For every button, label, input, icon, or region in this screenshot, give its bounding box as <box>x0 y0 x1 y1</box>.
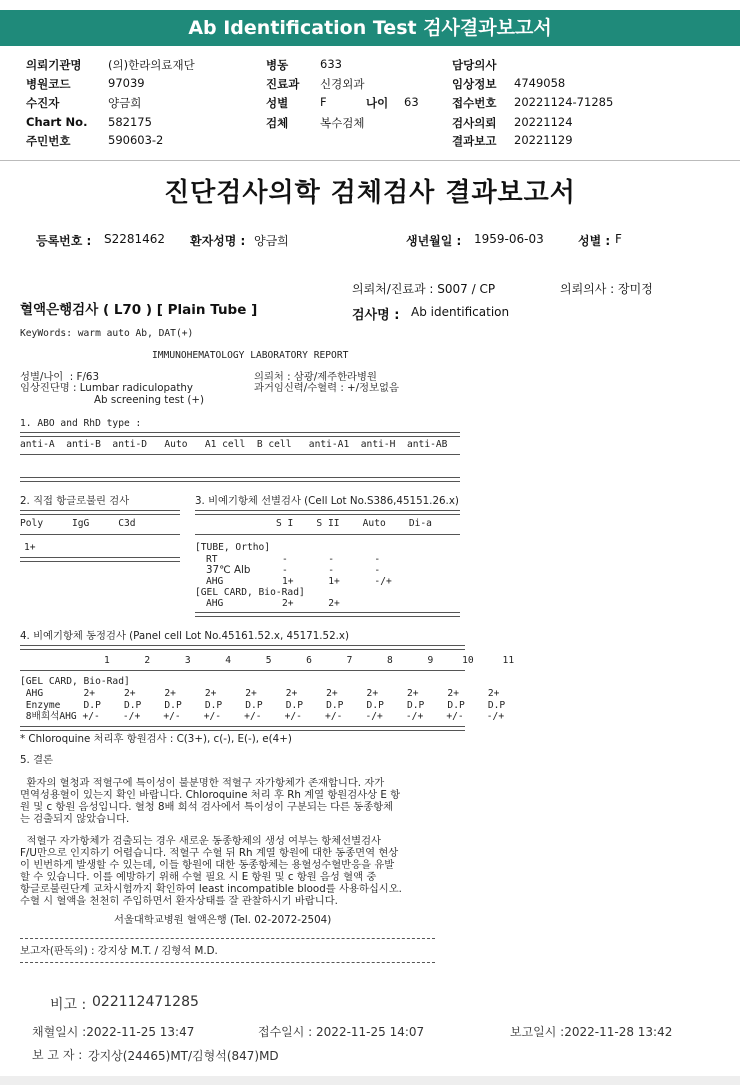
ward-value: 633 <box>320 57 342 71</box>
reg-no-label: 등록번호 : <box>36 234 92 248</box>
footer-reporter-label: 보 고 자 : <box>32 1048 83 1062</box>
sec2-rule-bottom <box>20 557 180 562</box>
resident-no-label: 주민번호 <box>26 134 71 148</box>
hospital-code-label: 병원코드 <box>26 77 71 91</box>
lab-title: IMMUNOHEMATOLOGY LABORATORY REPORT <box>152 350 349 361</box>
sec3-gel: [GEL CARD, Bio-Rad] <box>195 587 305 598</box>
doctor-label: 담당의사 <box>452 58 497 72</box>
report-date-label: 결과보고 <box>452 134 497 148</box>
report-sex-value: F <box>615 232 622 246</box>
recipient-value: 양금희 <box>108 96 142 110</box>
history: 과거임신력/수혈력 : +/정보없음 <box>254 382 399 394</box>
report-datetime: 보고일시 :2022-11-28 13:42 <box>510 1025 673 1039</box>
department-value: 신경외과 <box>320 77 365 91</box>
sec3-alb: 37℃ Alb <box>206 564 251 576</box>
sec3-rule-top <box>195 510 460 515</box>
institution-value: (의)한라의료재단 <box>108 58 195 72</box>
remark-value: 022112471285 <box>92 994 199 1010</box>
specimen-value: 복수검체 <box>320 116 365 130</box>
chart-no-value: 582175 <box>108 115 152 129</box>
signature-rule-bottom <box>20 962 435 963</box>
keywords: KeyWords: warm auto Ab, DAT(+) <box>20 328 194 339</box>
receipt-no-label: 접수번호 <box>452 96 497 110</box>
sec4-rule-top <box>20 645 465 650</box>
sec2-rule-top <box>20 510 180 515</box>
sec1-title: 1. ABO and RhD type : <box>20 418 142 429</box>
sec1-rule-top <box>20 432 460 437</box>
clinical-info-value: 4749058 <box>514 76 566 90</box>
report-banner-title: Ab Identification Test 검사결과보고서 <box>0 10 740 46</box>
conclusion-para2-line-2: F/U만으로 인지하기 어렵습니다. 적혈구 수혈 뒤 Rh 계열 항원에 대한 동종면역 현상 <box>20 847 399 859</box>
requester: 의뢰처 : 삼광/제주한라병원 <box>254 371 377 383</box>
receive-datetime: 접수일시 : 2022-11-25 14:07 <box>258 1025 425 1039</box>
clinical-info-label: 임상정보 <box>452 77 497 91</box>
dob-value: 1959-06-03 <box>474 232 544 246</box>
section-title: 혈액은행검사 ( L70 ) [ Plain Tube ] <box>20 302 258 318</box>
recipient-label: 수진자 <box>26 96 60 110</box>
chart-no-label: Chart No. <box>26 115 88 129</box>
sec4-enzyme-row: Enzyme D.P D.P D.P D.P D.P D.P D.P D.P D.P D.P D.P <box>20 700 506 711</box>
institution-label: 의뢰기관명 <box>26 58 82 72</box>
sec1-columns: anti-A anti-B anti-D Auto A1 cell B cell anti-A1 anti-H anti-AB <box>20 439 448 450</box>
sec3-rule-bottom <box>195 612 460 617</box>
test-name-label: 검사명 : <box>352 308 400 323</box>
sec1-rule-mid <box>20 454 460 455</box>
lab-reporter: 보고자(판독의) : 강지상 M.T. / 김형석 M.D. <box>20 945 218 957</box>
request-date-label: 검사의뢰 <box>452 116 497 130</box>
sec4-gel: [GEL CARD, Bio-Rad] <box>20 676 130 687</box>
conclusion-line-2: 면역성용혈이 있는지 확인 바랍니다. Chloroquine 처리 후 Rh 계열 항원검사상 E 항 <box>20 789 401 801</box>
sec4-rule-mid <box>20 670 465 671</box>
conclusion-para2-line-4: 할 수 있습니다. 이를 예방하기 위해 수혈 필요 시 E 항원 및 c 항원 음성 혈액 중 <box>20 871 377 883</box>
specimen-label: 검체 <box>266 116 289 130</box>
sec4-columns: 1 2 3 4 5 6 7 8 9 10 11 <box>104 655 515 666</box>
sec4-title: 4. 비예기항체 동정검사 (Panel cell Lot No.45161.52.x, 45171.52.x) <box>20 630 350 642</box>
sec3-title: 3. 비예기항체 선별검사 (Cell Lot No.S386,45151.26.x) <box>195 495 459 507</box>
signature-rule-top <box>20 938 435 939</box>
report-main-title: 진단검사의학 검체검사 결과보고서 <box>164 178 576 208</box>
conclusion-line-1: 환자의 혈청과 적혈구에 특이성이 불분명한 적혈구 자가항체가 존재합니다. 자가 <box>20 777 385 789</box>
conclusion-para2-line-3: 이 빈번하게 발생할 수 있는데, 이들 항원에 대한 동종항체는 용혈성수혈반응을 유발 <box>20 859 395 871</box>
patient-name-value: 양금희 <box>254 234 289 248</box>
sec3-gel-ahg: AHG <box>206 598 224 609</box>
request-doctor: 의뢰의사 : 장미정 <box>560 282 653 296</box>
sec3-alb-values: - - - <box>282 565 381 576</box>
age-label: 나이 <box>366 96 389 110</box>
report-sex-label: 성별 : <box>578 234 611 248</box>
sex-age: 성별/나이 : F/63 <box>20 371 100 383</box>
hospital-code-value: 97039 <box>108 76 145 90</box>
sec3-rule-mid <box>195 534 460 535</box>
age-value: 63 <box>404 95 419 109</box>
sec2-title: 2. 직접 항글로불린 검사 <box>20 495 130 507</box>
bottom-bar <box>0 1076 740 1085</box>
collect-datetime: 채혈일시 :2022-11-25 13:47 <box>32 1025 195 1039</box>
sex-value: F <box>320 95 327 109</box>
receipt-no-value: 20221124-71285 <box>514 95 614 109</box>
conclusion-line-4: 는 검출되지 않았습니다. <box>20 813 130 825</box>
signature-org: 서울대학교병원 혈액은행 (Tel. 02-2072-2504) <box>114 914 332 926</box>
sec4-rule-bottom <box>20 726 465 731</box>
sec2-result: 1+ <box>24 542 36 553</box>
sec3-ahg: AHG <box>206 576 224 587</box>
dob-label: 생년월일 : <box>406 234 462 248</box>
sec4-ahg-row: AHG 2+ 2+ 2+ 2+ 2+ 2+ 2+ 2+ 2+ 2+ 2+ <box>20 688 500 699</box>
sec3-rt-values: - - - <box>282 554 381 565</box>
report-date-value: 20221129 <box>514 133 573 147</box>
sec3-rt: RT <box>206 554 218 565</box>
remark-label: 비고 : <box>50 997 87 1013</box>
conclusion-line-3: 원 및 c 항원 음성입니다. 혈청 8배 희석 검사에서 특이성이 구분되는 다른 동종항체 <box>20 801 394 813</box>
sec1-rule-bottom <box>20 477 460 482</box>
patient-name-label: 환자성명 : <box>190 234 246 248</box>
sec4-dilution-row: 8배희석AHG +/- -/+ +/- +/- +/- +/- +/- -/+ -/+ +/- -/+ <box>20 711 505 722</box>
conclusion-para2-line-5: 항글로불린단계 교차시험까지 확인하여 least incompatible blood를 사용하십시오. <box>20 883 402 895</box>
request-date-value: 20221124 <box>514 115 573 129</box>
conclusion-para2-line-6: 수혈 시 혈액을 천천히 주입하면서 환자상태를 잘 관찰하시기 바랍니다. <box>20 895 338 907</box>
test-name-value: Ab identification <box>411 305 510 319</box>
sec3-gel-values: 2+ 2+ <box>282 598 340 609</box>
footer-reporter-value: 강지상(24465)MT/김형석(847)MD <box>88 1049 279 1063</box>
conclusion-para2-line-1: 적혈구 자가항체가 검출되는 경우 새로운 동종항체의 생성 여부는 항체선별검사 <box>20 835 381 847</box>
chloroquine-result: * Chloroquine 처리후 항원검사 : C(3+), c(-), E(-), e(4+) <box>20 733 292 745</box>
resident-no-value: 590603-2 <box>108 133 164 147</box>
sec2-rule-mid <box>20 534 180 535</box>
reg-no-value: S2281462 <box>104 232 166 246</box>
request-dept: 의뢰처/진료과 : S007 / CP <box>352 282 496 296</box>
diagnosis-2: Ab screening test (+) <box>94 394 204 406</box>
diagnosis: 임상진단명 : Lumbar radiculopathy <box>20 382 194 394</box>
ward-label: 병동 <box>266 58 289 72</box>
sex-label: 성별 <box>266 96 289 110</box>
department-label: 진료과 <box>266 77 300 91</box>
sec5-title: 5. 결론 <box>20 754 53 766</box>
header-divider <box>0 160 740 161</box>
sec3-tube: [TUBE, Ortho] <box>195 542 271 553</box>
sec3-columns: S I S II Auto Di-a <box>276 518 432 529</box>
sec3-ahg-values: 1+ 1+ -/+ <box>282 576 392 587</box>
sec2-columns: Poly IgG C3d <box>20 518 136 529</box>
